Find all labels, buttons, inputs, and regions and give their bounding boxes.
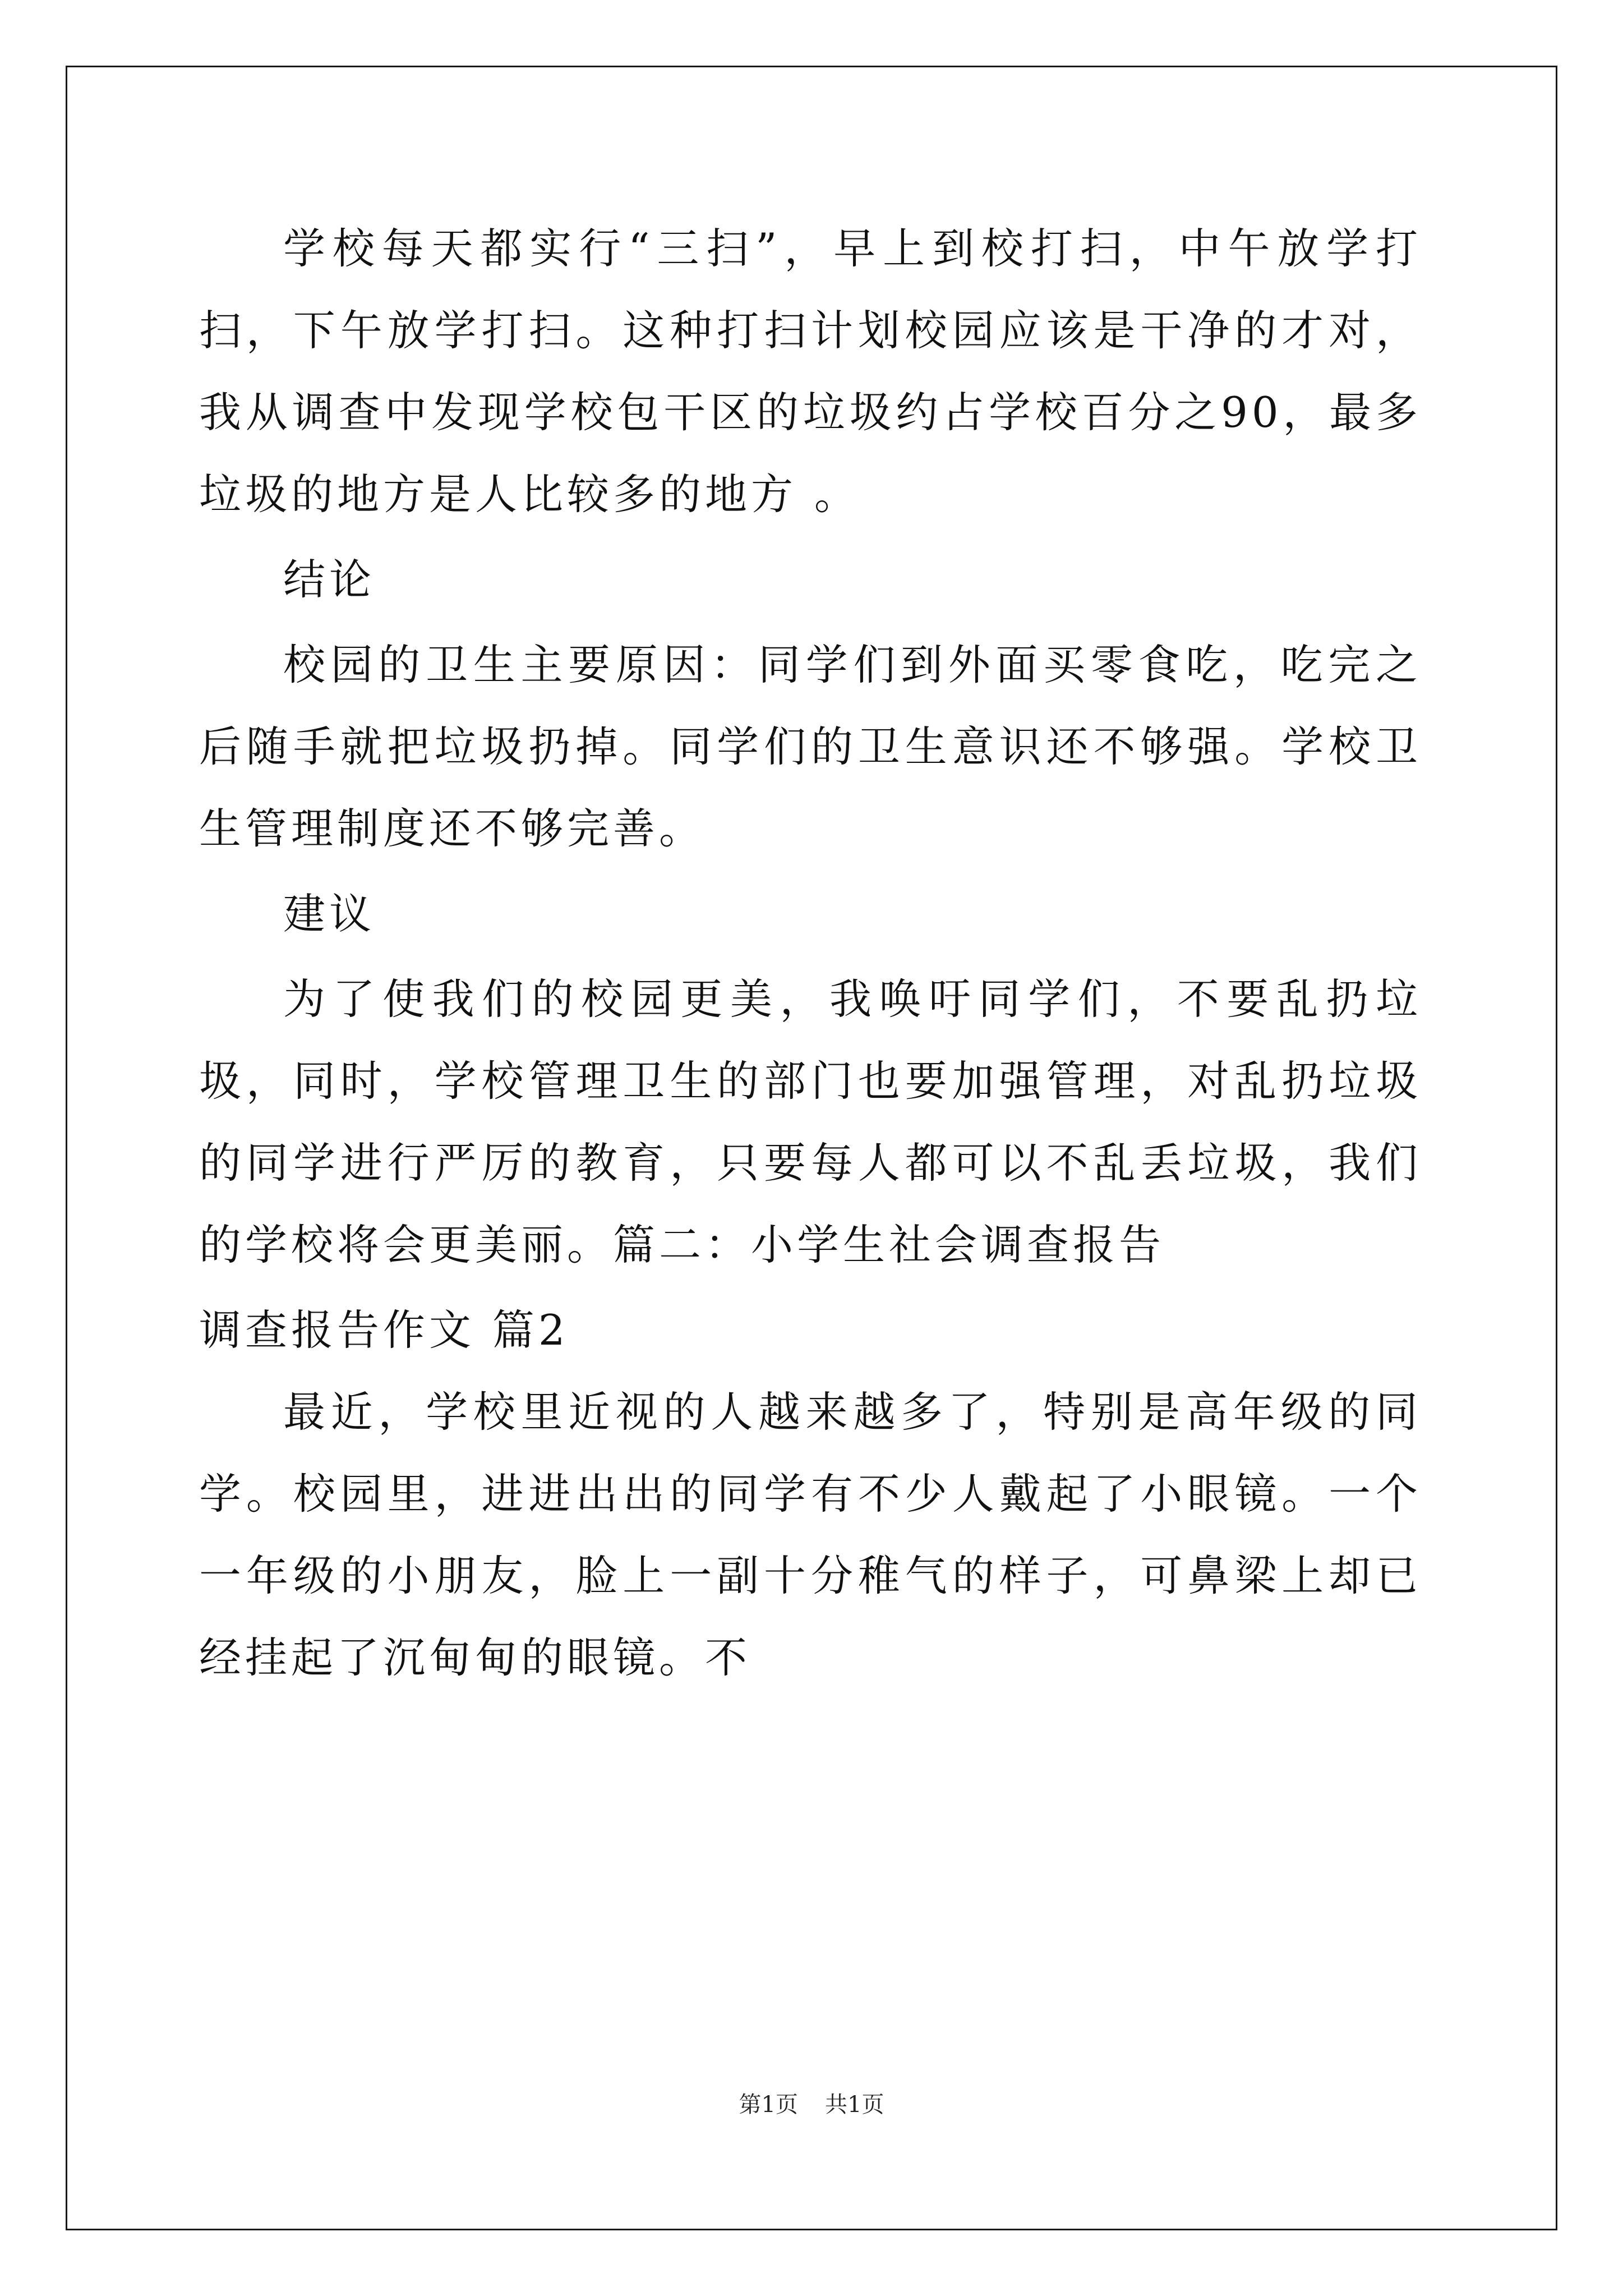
paragraph-conclusion: 校园的卫生主要原因：同学们到外面买零食吃，吃完之后随手就把垃圾扔掉。同学们的卫生意识还不够强。学校卫生管理制度还不够完善。: [199, 640, 1422, 853]
page-number-total: 共1页: [825, 2092, 884, 2118]
heading-suggestion: 建议: [283, 889, 376, 938]
paragraph-cleaning-schedule: 学校每天都实行“三扫”，早上到校打扫，中午放学打扫，下午放学打扫。这种打扫计划校园应该是干净的才对，我从调查中发现学校包干区的垃圾约占学校百分之90，最多垃圾的地方是人比较多的地方 。: [199, 224, 1422, 519]
page-footer: [0, 2087, 1623, 2119]
page-number-current: 第1页: [739, 2092, 798, 2118]
paragraph-suggestion: 为了使我们的校园更美，我唤吁同学们，不要乱扔垃圾，同时，学校管理卫生的部门也要加强管理，对乱扔垃圾的同学进行严厉的教育，只要每人都可以不乱丢垃圾，我们的学校将会更美丽。篇二：小学生社会调查报告: [199, 974, 1422, 1269]
heading-conclusion: 结论: [283, 555, 376, 604]
document-body: [199, 208, 1422, 1702]
paragraph-myopia: 最近，学校里近视的人越来越多了，特别是高年级的同学。校园里，进进出出的同学有不少人戴起了小眼镜。一个一年级的小朋友，脸上一副十分稚气的样子，可鼻梁上却已经挂起了沉甸甸的眼镜。不: [199, 1387, 1422, 1682]
section-title: 调查报告作文 篇2: [199, 1305, 569, 1355]
